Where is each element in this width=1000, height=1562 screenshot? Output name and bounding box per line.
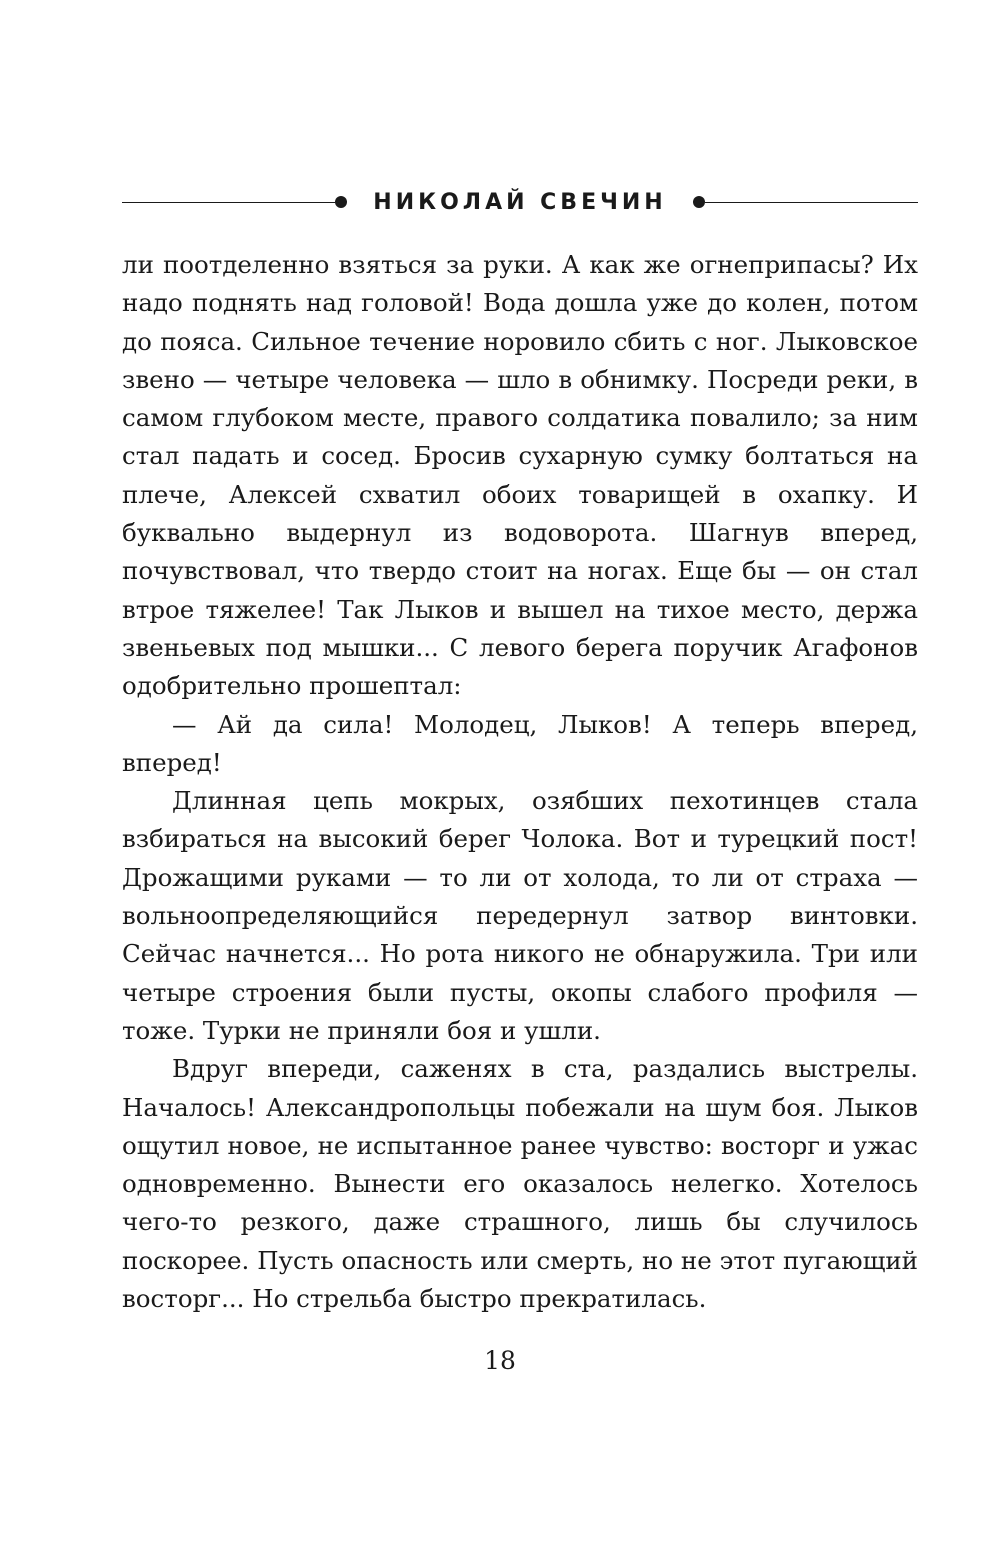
paragraph: Вдруг впереди, саженях в ста, раздались выстрелы. Началось! Александропольцы побежали на шум боя. Лыков ощутил новое, не испытанное ранее чувство: восторг и ужас одновременно. Вынести его оказалось нелегко. Хотелось чего-то резкого, даже страшного, лишь бы случилось поскорее. Пусть опасность или смерть, но не этот пугающий восторг... Но стрельба быстро прекратилась. [122,1054,918,1314]
page-number: 18 [484,1346,516,1375]
header-rule-left [122,202,335,203]
body-text [122,246,918,1318]
paragraph: — Ай да сила! Молодец, Лыков! А теперь вперед, вперед! [122,709,918,777]
header-bullet-right [693,196,705,208]
header-bullet-left [335,196,347,208]
running-header [122,184,918,220]
author-name: НИКОЛАЙ СВЕЧИН [373,189,667,215]
header-rule-right [705,202,918,203]
paragraph: Длинная цепь мокрых, озябших пехотинцев стала взбираться на высокий берег Чолока. Вот и турецкий пост! Дрожащими руками — то ли от холода, то ли от страха — вольноопределяющийся передернул затвор винтовки. Сейчас начнется... Но рота никого не обнаружила. Три или четыре строения были пусты, окопы слабого профиля — тоже. Турки не приняли боя и ушли. [122,786,918,1045]
paragraph: ли поотделенно взяться за руки. А как же огнеприпасы? Их надо поднять над головой! Вода дошла уже до колен, потом до пояса. Сильное течение норовило сбить с ног. Лыковское звено — четыре человека — шло в обнимку. Посреди реки, в самом глубоком месте, правого солдатика повалило; за ним стал падать и сосед. Бросив сухарную сумку болтаться на плече, Алексей схватил обоих товарищей в охапку. И буквально выдернул из водоворота. Шагнув вперед, почувствовал, что твердо стоит на ногах. Еще бы — он стал втрое тяжелее! Так Лыков и вышел на тихое место, держа звеньевых под мышки... С левого берега поручик Агафонов одобрительно прошептал: [122,250,918,701]
